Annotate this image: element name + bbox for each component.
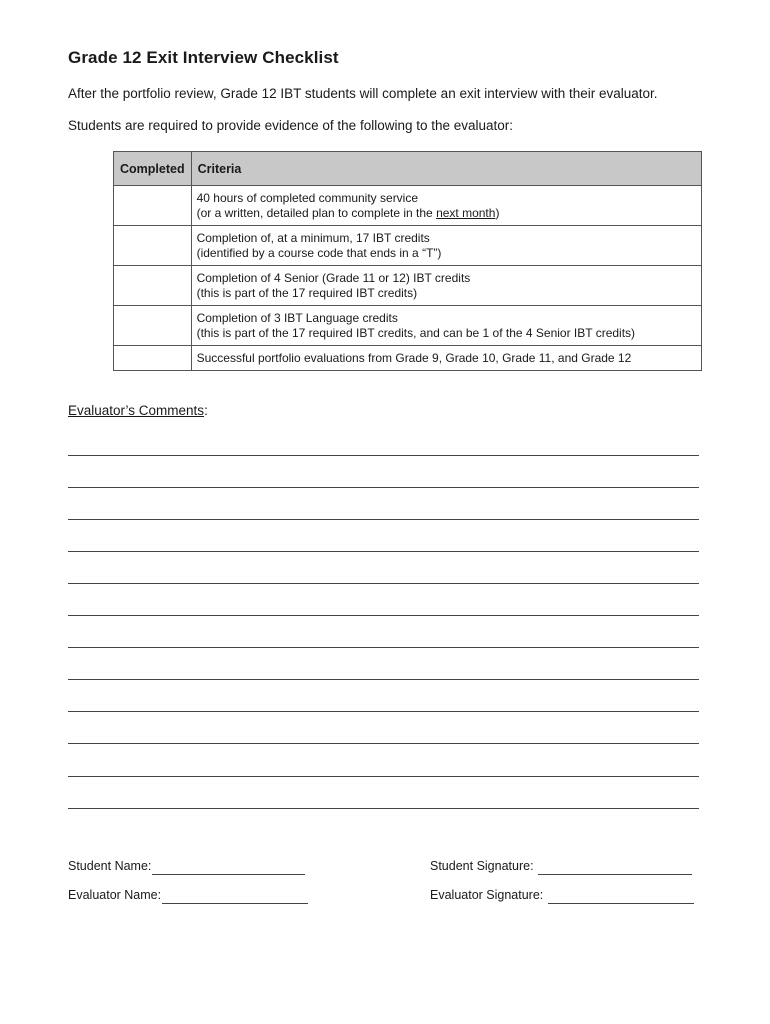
- table-header-row: [114, 152, 702, 186]
- comment-line[interactable]: [68, 583, 699, 584]
- criteria-line: 40 hours of completed community service: [196, 191, 419, 205]
- comments-heading: [68, 403, 208, 418]
- comment-line[interactable]: [68, 711, 699, 712]
- checklist-table: [113, 151, 702, 371]
- completed-checkbox-cell[interactable]: [114, 266, 192, 306]
- criteria-cell: [191, 186, 701, 226]
- intro-text: After the portfolio review, Grade 12 IBT students will complete an exit interview with their evaluator.: [68, 86, 658, 101]
- evaluator-name-field[interactable]: [162, 903, 308, 904]
- criteria-line: Completion of 4 Senior (Grade 11 or 12) IBT credits: [196, 271, 471, 285]
- student-name-field[interactable]: [152, 874, 305, 875]
- criteria-cell: [191, 306, 701, 346]
- table-row: [114, 346, 702, 371]
- criteria-note: (this is part of the 17 required IBT credits): [196, 286, 418, 300]
- criteria-note-end: ): [495, 206, 500, 220]
- page-title: Grade 12 Exit Interview Checklist: [68, 48, 339, 67]
- table-row: [114, 306, 702, 346]
- evaluator-signature-label: Evaluator Signature:: [430, 888, 544, 902]
- criteria-cell: [191, 226, 701, 266]
- table-row: [114, 266, 702, 306]
- criteria-cell: [191, 346, 701, 371]
- criteria-line: Completion of 3 IBT Language credits: [196, 311, 398, 325]
- comments-label-colon: :: [204, 403, 208, 418]
- criteria-note-emphasis: next month: [436, 206, 496, 220]
- criteria-line: Completion of, at a minimum, 17 IBT credits: [196, 231, 430, 245]
- comment-line[interactable]: [68, 776, 699, 777]
- completed-checkbox-cell[interactable]: [114, 226, 192, 266]
- criteria-cell: [191, 266, 701, 306]
- comment-line[interactable]: [68, 487, 699, 488]
- evaluator-name-label: Evaluator Name:: [68, 888, 162, 902]
- criteria-note: (this is part of the 17 required IBT credits, and can be 1 of the 4 Senior IBT credits): [196, 326, 636, 340]
- table-row: [114, 226, 702, 266]
- completed-checkbox-cell[interactable]: [114, 186, 192, 226]
- evaluator-signature-field[interactable]: [548, 903, 694, 904]
- comment-line[interactable]: [68, 455, 699, 456]
- criteria-note-text: (or a written, detailed plan to complete in the: [196, 206, 437, 220]
- completed-column-header: Completed: [114, 152, 192, 186]
- comment-line[interactable]: [68, 647, 699, 648]
- criteria-note: (identified by a course code that ends in a “T”): [196, 246, 442, 260]
- student-name-label: Student Name:: [68, 859, 152, 873]
- comment-line[interactable]: [68, 551, 699, 552]
- completed-checkbox-cell[interactable]: [114, 306, 192, 346]
- student-signature-label: Student Signature:: [430, 859, 534, 873]
- student-signature-field[interactable]: [538, 874, 692, 875]
- table-row: [114, 186, 702, 226]
- comment-line[interactable]: [68, 743, 699, 744]
- instructions-text: Students are required to provide evidence of the following to the evaluator:: [68, 118, 514, 133]
- comment-line[interactable]: [68, 808, 699, 809]
- comments-label: Evaluator’s Comments: [68, 403, 205, 418]
- comment-line[interactable]: [68, 679, 699, 680]
- comment-line[interactable]: [68, 519, 699, 520]
- criteria-line: Successful portfolio evaluations from Grade 9, Grade 10, Grade 11, and Grade 12: [196, 351, 632, 365]
- criteria-note: [197, 206, 696, 221]
- comment-line[interactable]: [68, 615, 699, 616]
- completed-checkbox-cell[interactable]: [114, 346, 192, 371]
- criteria-column-header: Criteria: [191, 152, 701, 186]
